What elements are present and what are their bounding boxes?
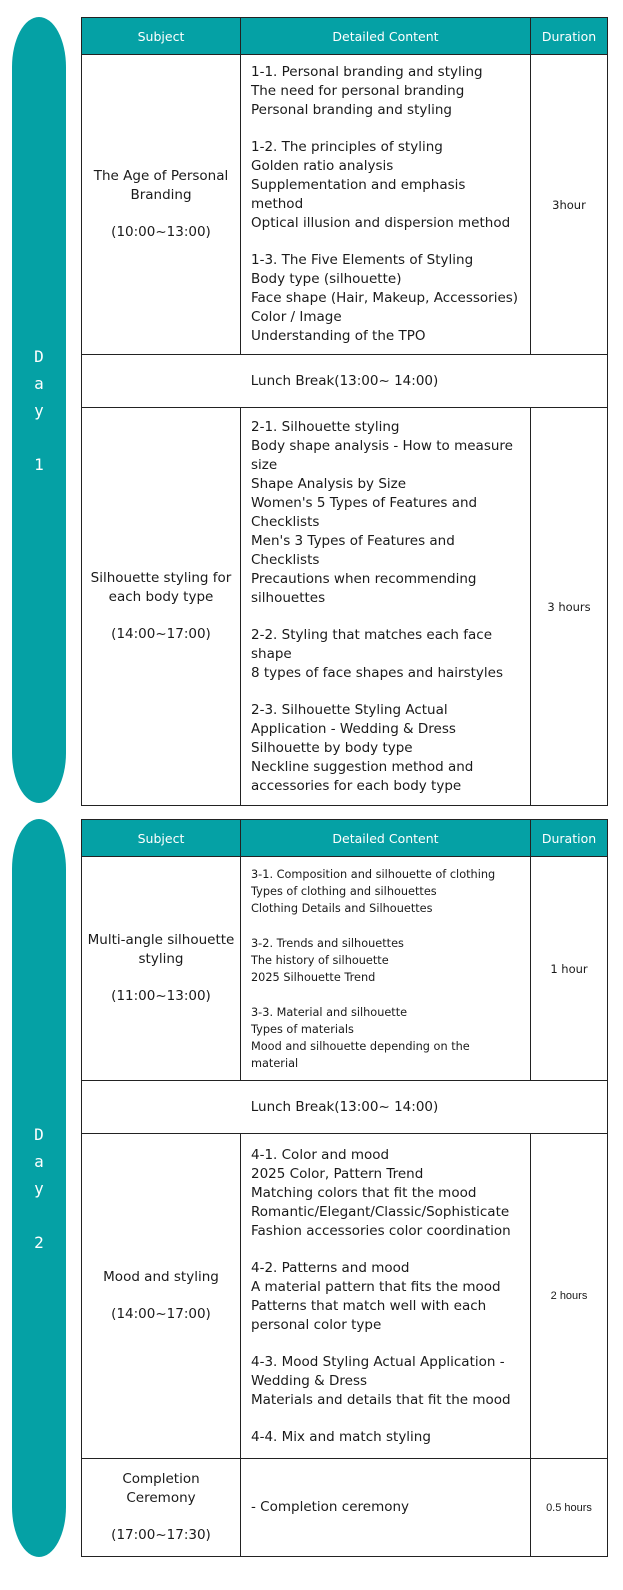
content-line: Precautions when recommending silhouettes xyxy=(251,570,477,606)
content-line: Fashion accessories color coordination xyxy=(251,1222,511,1239)
content-line: 2025 Color, Pattern Trend xyxy=(251,1165,424,1182)
session-duration: 0.5 hours xyxy=(531,1459,608,1557)
content-line: 8 types of face shapes and hairstyles xyxy=(251,664,503,681)
content-line: Materials and details that fit the mood xyxy=(251,1391,511,1408)
subject-title: Mood and styling xyxy=(103,1269,219,1285)
content-line: Clothing Details and Silhouettes xyxy=(251,901,433,915)
content-line: 1-2. The principles of styling xyxy=(251,139,443,155)
header-duration: Duration xyxy=(531,820,608,857)
content-group xyxy=(251,1498,520,1517)
session-subject xyxy=(82,408,241,806)
content-group xyxy=(251,418,520,608)
session-subject xyxy=(82,857,241,1081)
day-label-char: a xyxy=(34,373,44,393)
session-content xyxy=(241,408,531,806)
header-content: Detailed Content xyxy=(241,18,531,55)
session-content xyxy=(241,857,531,1081)
content-line: Shape Analysis by Size xyxy=(251,475,407,492)
content-group xyxy=(251,1353,520,1410)
content-line: Romantic/Elegant/Classic/Sophisticate xyxy=(251,1203,510,1220)
content-line: Silhouette by body type xyxy=(251,739,413,756)
content-line: - Completion ceremony xyxy=(251,1499,410,1515)
subject-title: Completion Ceremony xyxy=(122,1471,200,1506)
session-row xyxy=(82,1459,608,1557)
session-duration: 3 hours xyxy=(531,408,608,806)
session-content xyxy=(241,1459,531,1557)
content-group xyxy=(251,1428,520,1447)
content-line: Supplementation and emphasis method xyxy=(251,177,466,212)
session-duration: 3hour xyxy=(531,55,608,355)
content-line: Mood and silhouette depending on the material xyxy=(251,1039,470,1070)
day-2-schedule-table xyxy=(81,819,608,1557)
content-line: The history of silhouette xyxy=(251,953,389,967)
session-subject xyxy=(82,55,241,355)
subject-title: The Age of Personal Branding xyxy=(93,168,229,203)
session-duration: 1 hour xyxy=(531,857,608,1081)
session-row xyxy=(82,857,608,1081)
table-header-row xyxy=(82,18,608,55)
content-line: A material pattern that fits the mood xyxy=(251,1278,501,1295)
content-group xyxy=(251,1259,520,1335)
day-label-char: D xyxy=(34,1124,44,1144)
content-line: Neckline suggestion method and accessories for each body type xyxy=(251,758,474,794)
content-line: Types of materials xyxy=(251,1022,354,1036)
content-line: 3-2. Trends and silhouettes xyxy=(251,936,404,950)
content-group xyxy=(251,866,520,917)
session-time: (11:00~13:00) xyxy=(111,988,211,1004)
content-line: Body type (silhouette) xyxy=(251,271,402,287)
lunch-row xyxy=(82,1081,608,1134)
subject-title: Silhouette styling for each body type xyxy=(90,570,232,605)
content-line: 4-3. Mood Styling Actual Application - Wedding & Dress xyxy=(251,1353,505,1389)
day-label-char: 2 xyxy=(34,1232,44,1252)
header-subject: Subject xyxy=(82,18,241,55)
day-label-char: a xyxy=(34,1151,44,1171)
session-time: (14:00~17:00) xyxy=(111,1306,211,1322)
content-line: 2-1. Silhouette styling xyxy=(251,418,400,435)
day-2-label-pill xyxy=(12,819,66,1557)
content-line: 3-1. Composition and silhouette of clothing xyxy=(251,867,496,881)
content-group xyxy=(251,626,520,683)
content-group xyxy=(251,1004,520,1072)
lunch-row xyxy=(82,355,608,408)
content-line: Face shape (Hair, Makeup, Accessories) xyxy=(251,290,519,306)
content-line: Men's 3 Types of Features and Checklists xyxy=(251,532,455,568)
session-row xyxy=(82,1134,608,1459)
lunch-break: Lunch Break(13:00~ 14:00) xyxy=(82,355,608,408)
content-line: Types of clothing and silhouettes xyxy=(251,884,437,898)
day-label-char: y xyxy=(34,1178,44,1198)
session-time: (17:00~17:30) xyxy=(111,1527,211,1543)
session-time: (10:00~13:00) xyxy=(111,224,211,240)
session-content xyxy=(241,1134,531,1459)
content-line: Women's 5 Types of Features and Checklists xyxy=(251,494,478,530)
content-group xyxy=(251,138,520,233)
content-line: Matching colors that fit the mood xyxy=(251,1184,477,1201)
header-content: Detailed Content xyxy=(241,820,531,857)
content-group xyxy=(251,701,520,796)
content-line: Optical illusion and dispersion method xyxy=(251,215,511,231)
day-label-char: D xyxy=(34,346,44,366)
session-duration: 2 hours xyxy=(531,1134,608,1459)
lunch-break: Lunch Break(13:00~ 14:00) xyxy=(82,1081,608,1134)
content-line: Patterns that match well with each personal color type xyxy=(251,1297,487,1333)
content-line: 4-2. Patterns and mood xyxy=(251,1259,410,1276)
subject-title: Multi-angle silhouette styling xyxy=(87,932,235,967)
content-line: 3-3. Material and silhouette xyxy=(251,1005,408,1019)
content-group xyxy=(251,935,520,986)
content-line: Golden ratio analysis xyxy=(251,158,394,174)
day-1-label xyxy=(34,343,44,478)
content-line: 2025 Silhouette Trend xyxy=(251,970,376,984)
content-group xyxy=(251,63,520,120)
content-line: Color / Image xyxy=(251,309,342,325)
day-label-char: 1 xyxy=(34,454,44,474)
session-subject xyxy=(82,1459,241,1557)
session-time: (14:00~17:00) xyxy=(111,626,211,642)
day-2-label xyxy=(34,1121,44,1256)
content-line: Understanding of the TPO xyxy=(251,328,426,344)
content-line: The need for personal branding xyxy=(251,83,465,99)
content-line: Body shape analysis - How to measure size xyxy=(251,437,513,473)
day-1-schedule-table xyxy=(81,17,608,806)
session-row xyxy=(82,55,608,355)
content-group xyxy=(251,251,520,346)
session-row xyxy=(82,408,608,806)
content-line: 4-4. Mix and match styling xyxy=(251,1428,431,1445)
header-duration: Duration xyxy=(531,18,608,55)
content-line: 1-3. The Five Elements of Styling xyxy=(251,252,474,268)
content-line: 2-3. Silhouette Styling Actual Application - Wedding & Dress xyxy=(251,701,456,737)
content-group xyxy=(251,1146,520,1241)
day-label-char: y xyxy=(34,400,44,420)
content-line: Personal branding and styling xyxy=(251,102,452,118)
session-content xyxy=(241,55,531,355)
content-line: 4-1. Color and mood xyxy=(251,1146,390,1163)
content-line: 2-2. Styling that matches each face shape xyxy=(251,626,493,662)
table-header-row xyxy=(82,820,608,857)
content-line: 1-1. Personal branding and styling xyxy=(251,64,483,80)
session-subject xyxy=(82,1134,241,1459)
header-subject: Subject xyxy=(82,820,241,857)
day-1-label-pill xyxy=(12,17,66,803)
